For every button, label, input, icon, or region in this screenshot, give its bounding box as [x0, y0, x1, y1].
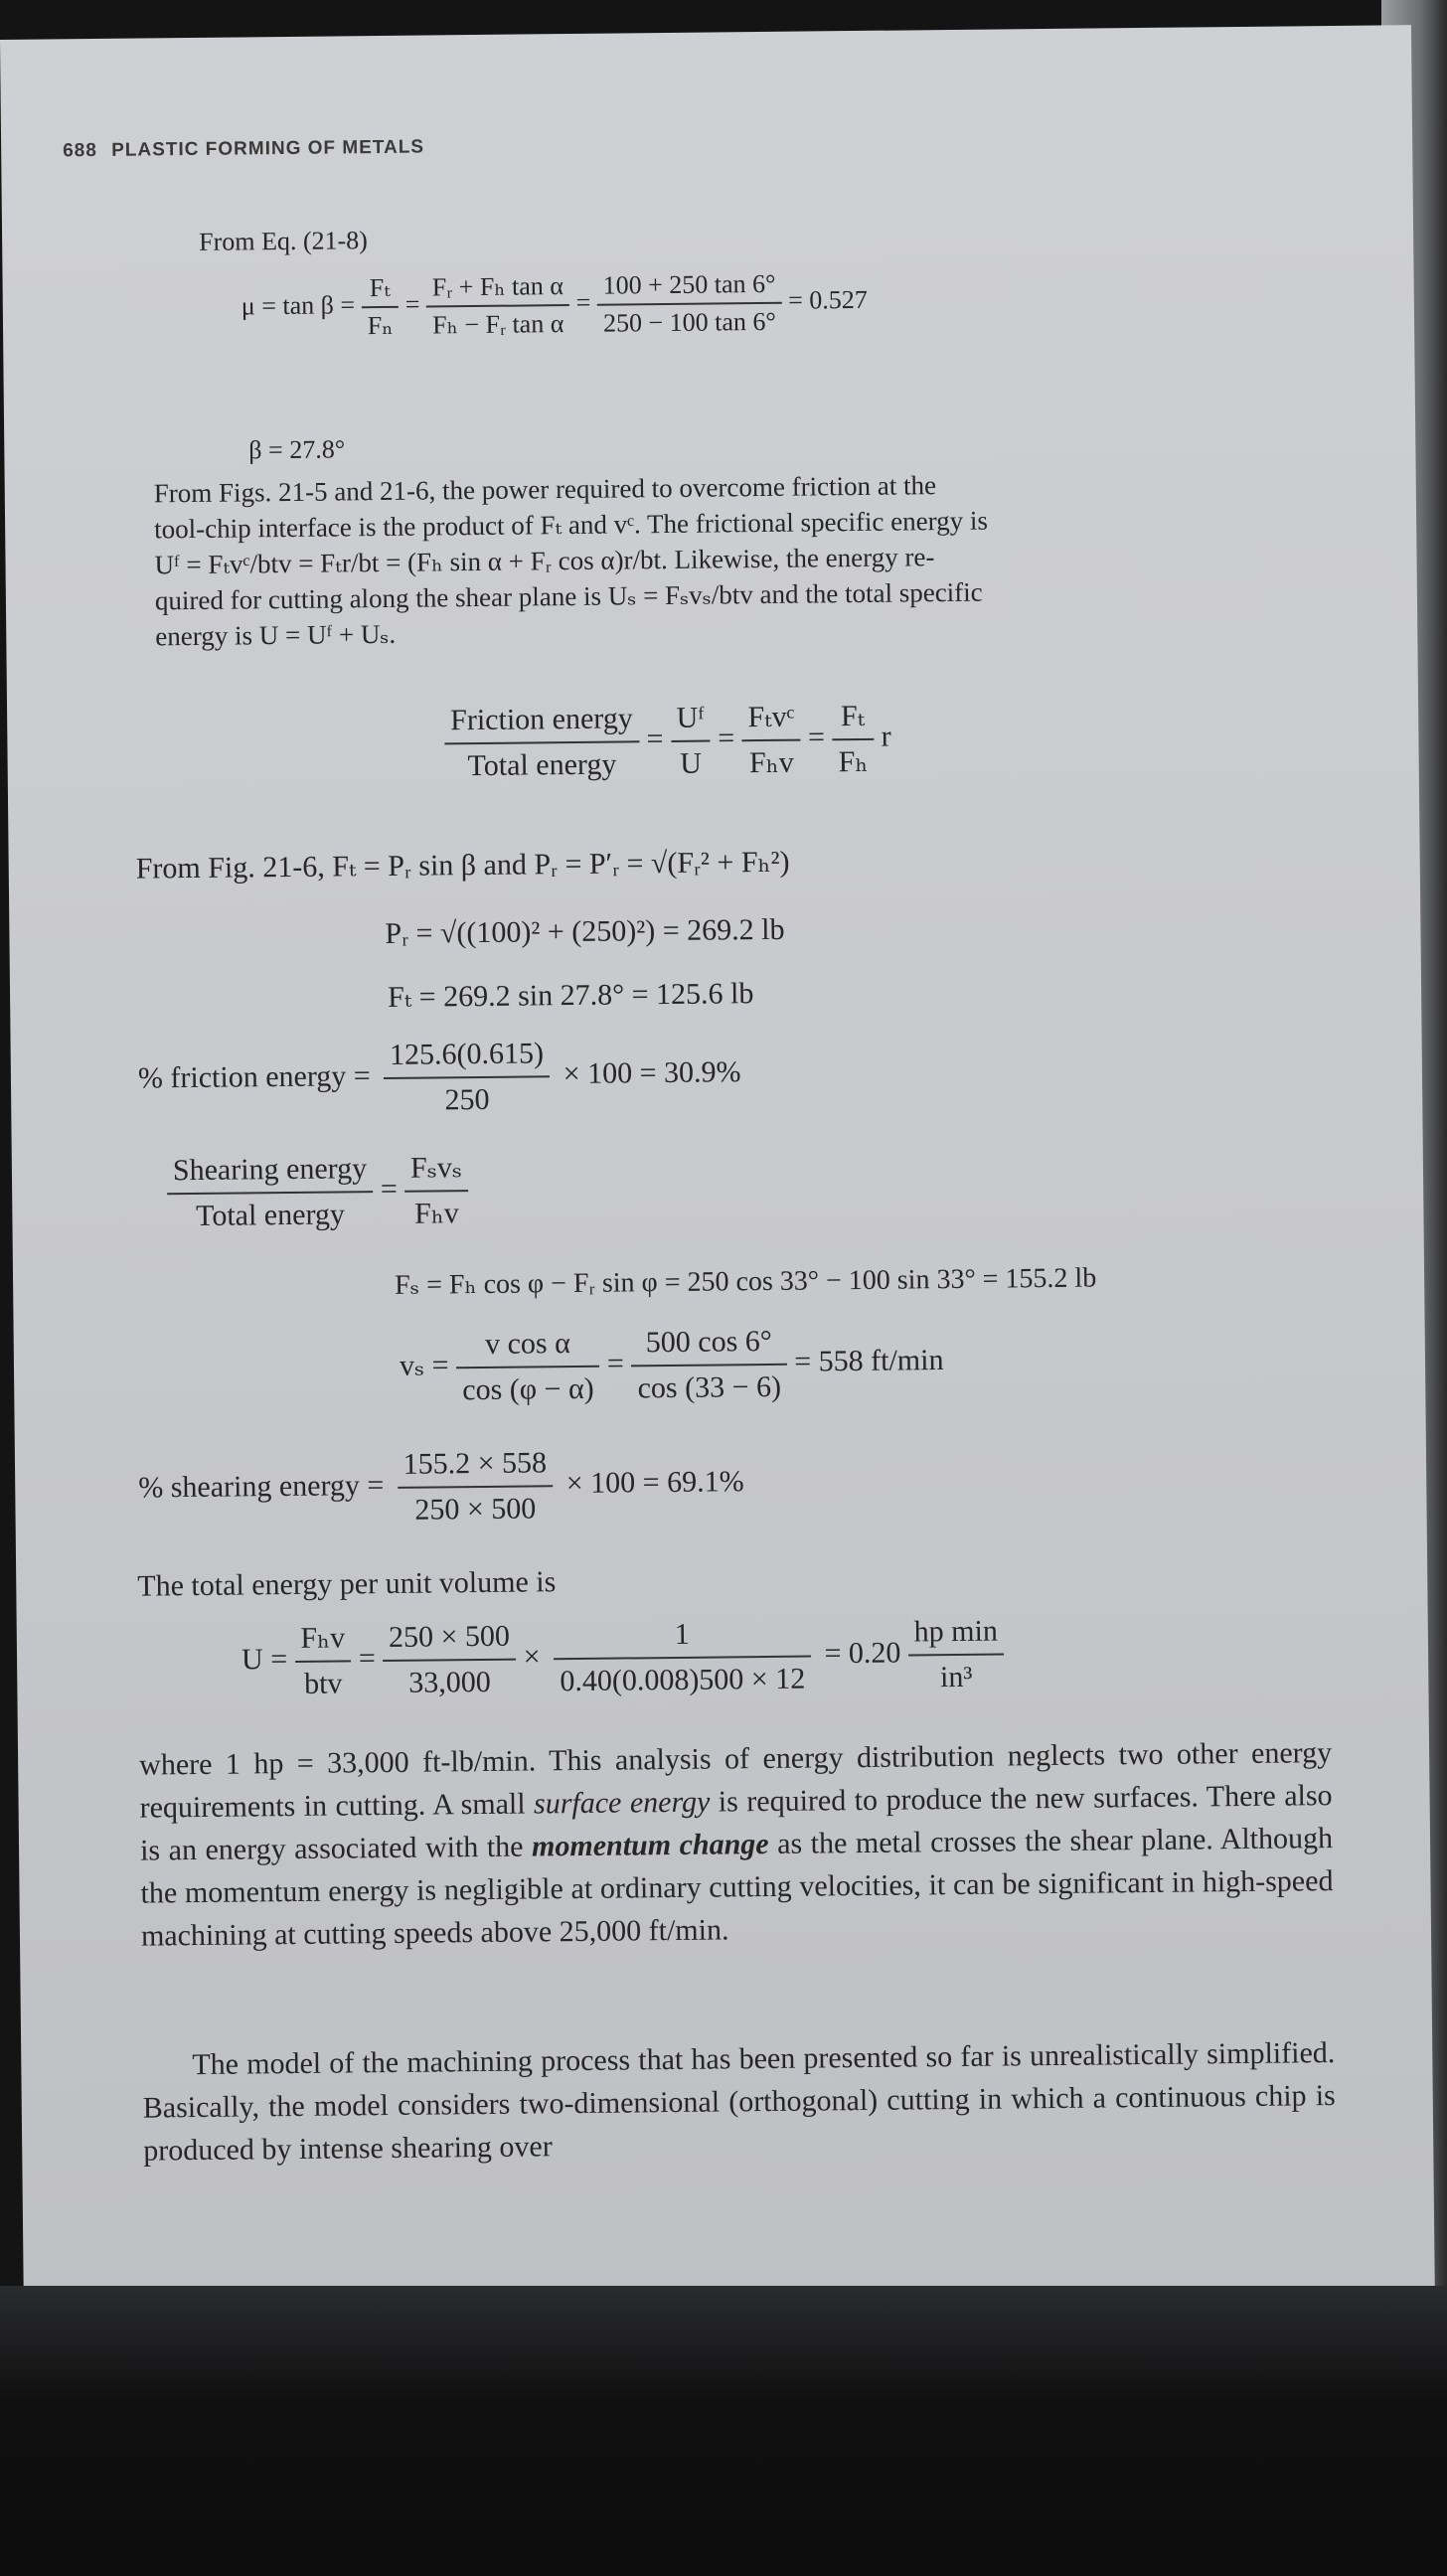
- vs-equation: vₛ = $\frac{\text{v cos α}}{\cos (\varphi - \alpha)}$ = $\frac{500 \cos 6^\circ}{\cos (33 - 6)}$ = 558 ft/min: [400, 1318, 944, 1413]
- percent-shearing-equation: % shearing energy = $\frac{155.2 \times 558}{250 \times 500}$ × 100 = 69.1%: [138, 1439, 744, 1534]
- page-number: 688: [63, 139, 97, 162]
- beta-value: β = 27.8°: [248, 434, 346, 465]
- page-header: [63, 137, 424, 163]
- paragraph-friction-power: From Figs. 21-5 and 21-6, the power required to overcome friction at the tool-chip interface is the product of Fₜ and vᶜ. The frictional specific energy is Uᶠ = Fₜvᶜ/btv = Fₜr/bt = (Fₕ sin α + Fᵣ cos α)r/bt. Likewise, the energy re- quired for cutting along the shear plane is Uₛ = Fₛvₛ/btv and the total specific energy is U = Uᶠ + Uₛ.: [153, 470, 989, 652]
- friction-ratio-equation: $\frac{\text{Friction energy}}{\text{Total energy}}$ = $\frac{\text{Uᶠ}}{U}$ = $\frac{\text{Fₜvᶜ}}{\text{Fₕv}}$ = $\frac{\text{Fₜ}}{\text{Fₕ}}$ r: [444, 695, 891, 789]
- term-momentum-change: momentum change: [531, 1827, 769, 1863]
- mu-frac-3: $\frac{100 + 250 \tan 6^\circ}{250 - 100 \tan 6^\circ}$: [596, 266, 782, 342]
- percent-friction-equation: % friction energy = $\frac{125.6(0.615)}{250}$ × 100 = 30.9%: [138, 1030, 742, 1125]
- term-surface-energy: surface energy: [533, 1785, 711, 1821]
- mu-equation: μ = tan β = $\frac{\text{Fₜ}}{\text{Fₙ}}$ = $\frac{\text{Fᵣ + Fₕ tan α}}{\text{Fₕ − Fᵣ tan α}}$ = $\frac{100 + 250 \tan 6^\circ}{250 - 100 \tan 6^\circ}$ = 0.527: [241, 265, 868, 346]
- fs-equation: Fₛ = Fₕ cos φ − Fᵣ sin φ = 250 cos 33° − 100 sin 33° = 155.2 lb: [394, 1262, 1097, 1301]
- paragraph-machining-model: The model of the machining process that has been presented so far is unrealistically simplified. Basically, the model considers two-dimensional (orthogonal) cutting in which a continuous chip is produced by intense shearing over: [142, 2036, 1336, 2168]
- intro-text: From Eq. (21-8): [198, 226, 368, 256]
- mu-frac-2: $\frac{\text{Fᵣ + Fₕ tan α}}{\text{Fₕ − Fᵣ tan α}}$: [426, 268, 570, 344]
- book-page: [0, 25, 1435, 2355]
- u-equation: U = $\frac{\text{Fₕv}}{\text{btv}}$ = $\frac{250 \times 500}{33,000}$ × $\frac{1}{0.40(0.008)500 \times 12}$ = 0.20 $\frac{\text{hp min}}{\text{in³}}$: [241, 1610, 1005, 1707]
- fig-21-6-relation: From Fig. 21-6, Fₜ = Pᵣ sin β and Pᵣ = P′ᵣ = √(Fᵣ² + Fₕ²): [135, 845, 790, 886]
- dark-surface-below-page: [0, 2286, 1447, 2576]
- mu-lhs: μ = tan β =: [241, 290, 356, 321]
- pr-equation: Pᵣ = √((100)² + (250)²) = 269.2 lb: [385, 912, 785, 950]
- paragraph-energy-distribution: where 1 hp = 33,000 ft-lb/min. This analysis of energy distribution neglects two other energy requirements in cutting. A small surface energy is required to produce the new surfaces. There also is an energy associated with the momentum change as the metal crosses the shear plane. Although the momentum energy is negligible at ordinary cutting velocities, it can be significant in high-speed machining at cutting speeds above 25,000 ft/min.: [139, 1736, 1334, 1953]
- total-energy-intro: The total energy per unit volume is: [137, 1565, 557, 1603]
- ft-equation: Fₜ = 269.2 sin 27.8° = 125.6 lb: [387, 977, 754, 1014]
- mu-result: = 0.527: [787, 284, 868, 315]
- running-title: PLASTIC FORMING OF METALS: [111, 136, 425, 161]
- mu-frac-1: $\frac{\text{Fₜ}}{\text{Fₙ}}$: [361, 270, 399, 344]
- shear-ratio-equation: $\frac{\text{Shearing energy}}{\text{Total energy}}$ = $\frac{\text{Fₛvₛ}}{\text{Fₕv}}$: [167, 1146, 469, 1238]
